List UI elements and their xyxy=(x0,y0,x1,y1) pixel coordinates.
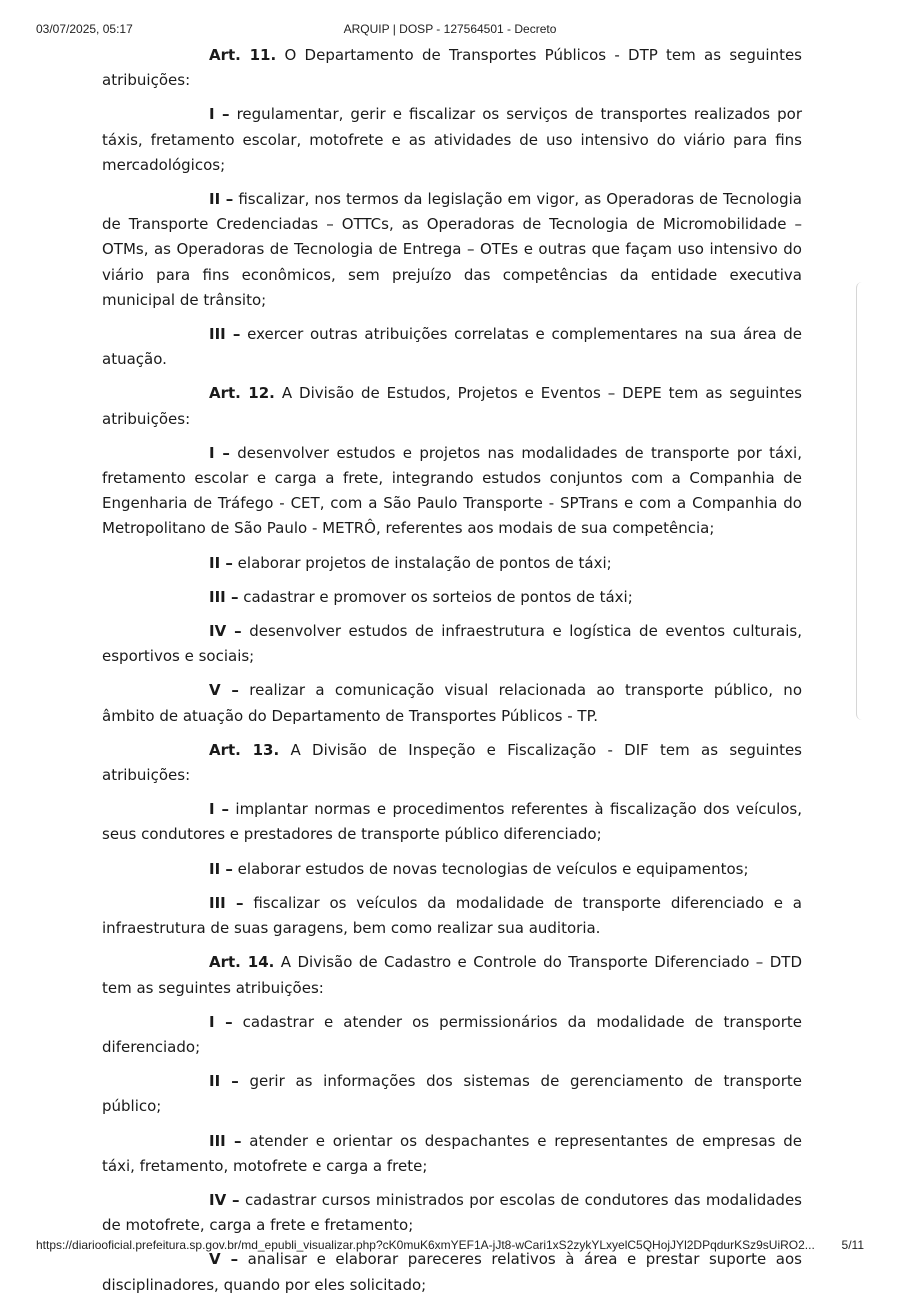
article-text: A Divisão de Cadastro e Controle do Transporte Diferenciado – DTD tem as seguintes atribuições: xyxy=(102,953,802,997)
page-number: 5/11 xyxy=(841,1238,864,1252)
item-label: IV – xyxy=(209,1190,240,1209)
article-item xyxy=(102,1188,802,1238)
scrollbar-track[interactable] xyxy=(856,282,863,720)
article-item xyxy=(102,678,802,728)
article-item xyxy=(102,441,802,542)
article-item xyxy=(102,322,802,372)
article-item xyxy=(102,187,802,313)
item-text: implantar normas e procedimentos referentes à fiscalização dos veículos, seus condutores e prestadores de transporte público diferenciado; xyxy=(102,800,803,844)
item-text: exercer outras atribuições correlatas e complementares na sua área de atuação. xyxy=(102,325,802,369)
item-label: V – xyxy=(209,1250,239,1269)
item-text: realizar a comunicação visual relacionada ao transporte público, no âmbito de atuação do Departamento de Transportes Públicos - TP. xyxy=(102,681,802,725)
item-text: cadastrar e atender os permissionários da modalidade de transporte diferenciado; xyxy=(102,1012,802,1056)
article-text: A Divisão de Inspeção e Fiscalização - DIF tem as seguintes atribuições: xyxy=(102,740,802,785)
item-text: elaborar projetos de instalação de pontos de táxi; xyxy=(237,553,612,572)
item-label: V – xyxy=(209,681,239,700)
article-text: O Departamento de Transportes Públicos - DTP tem as seguintes atribuições: xyxy=(102,46,802,90)
item-label: II – xyxy=(209,1072,239,1091)
article-item xyxy=(102,857,802,882)
item-label: I – xyxy=(209,443,230,462)
article-label: Art. 13. xyxy=(209,740,280,759)
item-label: IV – xyxy=(209,622,242,641)
source-url: https://diariooficial.prefeitura.sp.gov.br/md_epubli_visualizar.php?cK0muK6xmYEF1A-jJt8-wCari1xS2zykYLxyelC5QHojJYl2DPqdurKSz9sUiRO2... xyxy=(36,1238,815,1252)
article-item xyxy=(102,102,802,178)
article-item xyxy=(102,1069,802,1119)
item-label: I – xyxy=(209,105,230,124)
article-heading xyxy=(102,43,802,93)
article-heading xyxy=(102,738,802,788)
item-text: elaborar estudos de novas tecnologias de veículos e equipamentos; xyxy=(237,859,749,878)
article-item xyxy=(102,1247,802,1297)
item-label: I – xyxy=(209,1012,233,1031)
item-text: desenvolver estudos e projetos nas modalidades de transporte por táxi, fretamento escolar e carga a frete, integrando estudos conjuntos com a Companhia de Engenharia de Tráfego - CET, com a São Paulo Transporte - SPTrans e com a Companhia do Metropolitano de São Paulo - METRÔ, referentes aos modais de sua competência; xyxy=(102,443,802,538)
item-text: fiscalizar, nos termos da legislação em vigor, as Operadoras de Tecnologia de Transporte Credenciadas – OTTCs, as Operadoras de Tecnologia de Micromobilidade – OTMs, as Operadoras de Tecnologia de Entrega – OTEs e outras que façam uso intensivo do viário para fins econômicos, sem prejuízo das competências da entidade executiva municipal de trânsito; xyxy=(102,190,802,309)
item-label: III – xyxy=(209,325,241,344)
article-item xyxy=(102,551,802,576)
item-label: II – xyxy=(209,553,233,572)
article-item xyxy=(102,1010,802,1060)
article-label: Art. 14. xyxy=(209,953,275,972)
document-title: ARQUIP | DOSP - 127564501 - Decreto xyxy=(343,22,557,36)
item-text: regulamentar, gerir e fiscalizar os serviços de transportes realizados por táxis, fretamento escolar, motofrete e as atividades de uso intensivo do viário para fins mercadológicos; xyxy=(102,105,802,174)
article-item xyxy=(102,1129,802,1179)
print-datetime: 03/07/2025, 05:17 xyxy=(36,22,133,36)
article-heading xyxy=(102,381,802,431)
print-footer xyxy=(36,1238,864,1254)
item-text: analisar e elaborar pareceres relativos à área e prestar suporte aos disciplinadores, quando por eles solicitado; xyxy=(102,1250,802,1294)
item-label: III – xyxy=(209,587,239,606)
item-text: desenvolver estudos de infraestrutura e logística de eventos culturais, esportivos e sociais; xyxy=(102,622,802,666)
article-item xyxy=(102,797,802,847)
item-label: II – xyxy=(209,859,233,878)
article-heading xyxy=(102,950,802,1000)
article-label: Art. 11. xyxy=(209,46,277,64)
item-text: cadastrar e promover os sorteios de pontos de táxi; xyxy=(243,587,633,606)
article-item xyxy=(102,585,802,610)
print-header xyxy=(36,22,864,38)
article-item xyxy=(102,619,802,669)
article-text: A Divisão de Estudos, Projetos e Eventos – DEPE tem as seguintes atribuições: xyxy=(102,384,802,428)
item-label: I – xyxy=(209,800,229,819)
item-text: gerir as informações dos sistemas de gerenciamento de transporte público; xyxy=(102,1072,803,1116)
item-text: fiscalizar os veículos da modalidade de transporte diferenciado e a infraestrutura de suas garagens, bem como realizar sua auditoria. xyxy=(102,893,802,938)
item-label: III – xyxy=(209,893,244,912)
item-label: III – xyxy=(209,1131,242,1150)
item-label: II – xyxy=(209,190,234,209)
document-body xyxy=(102,43,802,1307)
article-label: Art. 12. xyxy=(209,384,275,403)
item-text: atender e orientar os despachantes e representantes de empresas de táxi, fretamento, motofrete e carga a frete; xyxy=(102,1131,802,1175)
article-item xyxy=(102,891,802,941)
item-text: cadastrar cursos ministrados por escolas de condutores das modalidades de motofrete, carga a frete e fretamento; xyxy=(102,1190,802,1235)
